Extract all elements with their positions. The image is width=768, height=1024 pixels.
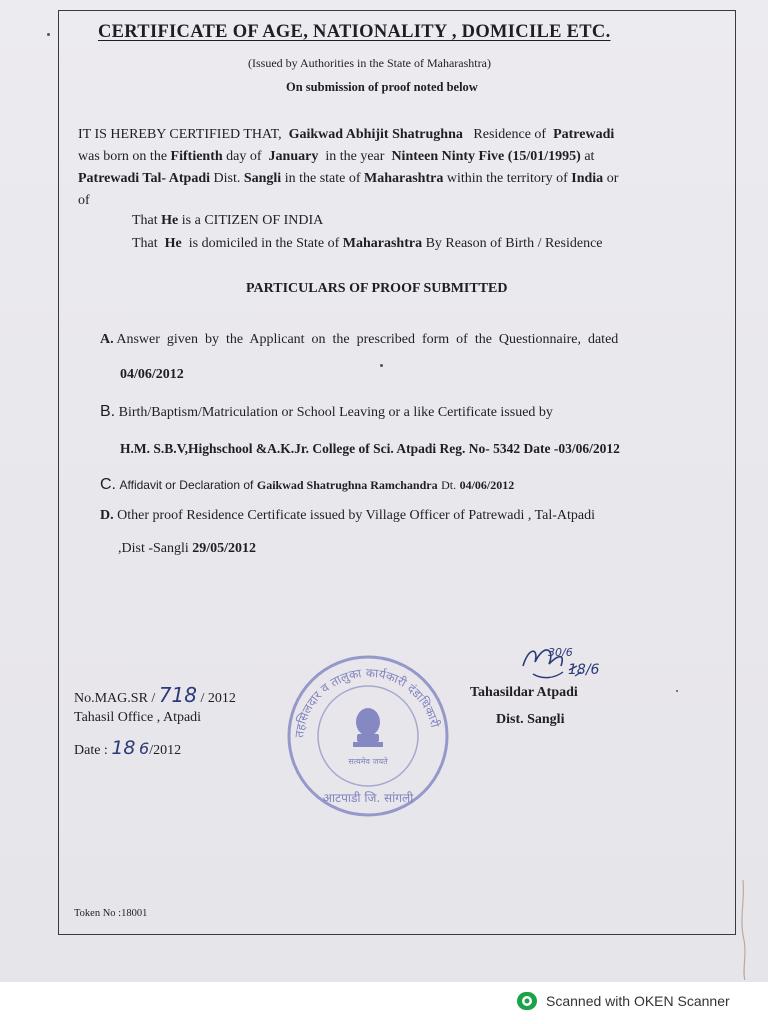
domicile-reason: By Reason of Birth / Residence [425, 236, 603, 251]
official-seal [283, 652, 453, 820]
birthplace: Patrewadi Tal- Atpadi [78, 171, 210, 186]
ref-prefix: No.MAG.SR / [74, 691, 156, 706]
date-label: Date : [74, 743, 108, 758]
scanner-watermark [516, 990, 730, 1012]
date-month-handwritten: 6 [139, 739, 150, 758]
svg-text:सत्यमेव जयते: सत्यमेव जयते [348, 757, 388, 766]
state-label: in the state of [284, 171, 361, 186]
signatory-district: Dist. Sangli [496, 712, 565, 727]
applicant-name: Gaikwad Abhijit Shatrughna [288, 127, 463, 142]
office-name: Tahasil Office , Atpadi [74, 710, 202, 725]
proof-c [100, 476, 514, 494]
proof-d-line2 [118, 541, 256, 557]
proof-b-marker: B. [100, 403, 116, 420]
proof-c-date: 04/06/2012 [459, 478, 515, 492]
year-label: in the year [325, 149, 385, 164]
token-number: Token No :18001 [74, 908, 148, 919]
proof-d-text2: ,Dist -Sangli [118, 541, 189, 556]
birth-day: Fiftienth [170, 149, 223, 164]
proof-c-marker: C. [100, 476, 116, 493]
paper-speck [380, 364, 383, 367]
proof-a [100, 332, 618, 348]
citizen-text: is a CITIZEN OF INDIA [181, 213, 324, 228]
paper-speck [676, 690, 678, 692]
proof-d-marker: D. [100, 508, 114, 523]
proof-b [100, 403, 553, 421]
birth-month: January [268, 149, 319, 164]
citizen-pronoun: He [161, 213, 179, 228]
of-label: of [78, 193, 90, 208]
proof-a-date: 04/06/2012 [120, 367, 184, 382]
country: India [571, 171, 604, 186]
paper-speck [47, 33, 50, 36]
proof-a-text: Answer given by the Applicant on the prescribed form of the Questionnaire, dated [116, 332, 619, 347]
residence-value: Patrewadi [553, 127, 615, 142]
svg-text:तहसिलदार व तालुका कार्यकारी दं: तहसिलदार व तालुका कार्यकारी दंडाधिकारी [292, 665, 443, 739]
domicile-text: is domiciled in the State of [188, 236, 340, 251]
certificate-subtitle: (Issued by Authorities in the State of Maharashtra) [248, 56, 491, 70]
born-label: was born on the [78, 149, 168, 164]
dist-label: Dist. [213, 171, 241, 186]
certification-paragraph [78, 124, 718, 212]
at-label: at [584, 149, 595, 164]
ref-number-handwritten: 718 [158, 683, 197, 707]
proof-d-text: Other proof Residence Certificate issued by Village Officer of Patrewadi , Tal-Atpadi [117, 508, 596, 523]
proof-c-text: Affidavit or Declaration of [119, 478, 254, 492]
proof-d [100, 508, 595, 524]
reference-number [74, 683, 236, 707]
state: Maharashtra [364, 171, 444, 186]
proof-b-detail: H.M. S.B.V,Highschool &A.K.Jr. College of Sci. Atpadi Reg. No- 5342 Date -03/06/2012 [120, 441, 620, 456]
oken-scanner-logo-icon [516, 991, 538, 1011]
domicile-prefix: That [132, 236, 158, 251]
certificate-title: CERTIFICATE OF AGE, NATIONALITY , DOMICILE ETC. [98, 22, 611, 42]
domicile-state: Maharashtra [342, 236, 423, 251]
certificate-subtitle-proof: On submission of proof noted below [286, 80, 478, 94]
citizen-statement [132, 213, 323, 229]
proof-c-name: Gaikwad Shatrughna Ramchandra [256, 478, 438, 492]
date-year: /2012 [149, 743, 182, 758]
domicile-statement [132, 236, 603, 252]
signature-initials: 30/6 [548, 646, 573, 659]
emblem-icon [353, 708, 383, 747]
district: Sangli [243, 171, 282, 186]
issue-date [74, 737, 181, 759]
proof-c-dt: Dt. [441, 478, 457, 492]
particulars-heading: PARTICULARS OF PROOF SUBMITTED [246, 281, 508, 296]
svg-text:आटपाडी जि. सांगली: आटपाडी जि. सांगली [322, 791, 414, 805]
paper-crease [733, 880, 753, 980]
date-day-handwritten: 18 [111, 737, 136, 759]
or-label: or [606, 171, 619, 186]
citizen-prefix: That [132, 213, 158, 228]
certify-intro: IT IS HEREBY CERTIFIED THAT, [78, 127, 282, 142]
day-of-label: day of [226, 149, 262, 164]
signatory-title: Tahasildar Atpadi [470, 685, 578, 700]
ref-year: / 2012 [200, 691, 236, 706]
signature-date: 18/6 [568, 662, 600, 678]
proof-a-marker: A. [100, 332, 114, 347]
residence-label: Residence of [473, 127, 547, 142]
territory-label: within the territory of [446, 171, 568, 186]
proof-d-date: 29/05/2012 [192, 541, 257, 556]
birth-year: Ninteen Ninty Five (15/01/1995) [391, 149, 581, 164]
proof-b-text: Birth/Baptism/Matriculation or School Leaving or a like Certificate issued by [118, 405, 553, 420]
scanner-label: Scanned with OKEN Scanner [546, 993, 730, 1009]
domicile-pronoun: He [164, 236, 182, 251]
